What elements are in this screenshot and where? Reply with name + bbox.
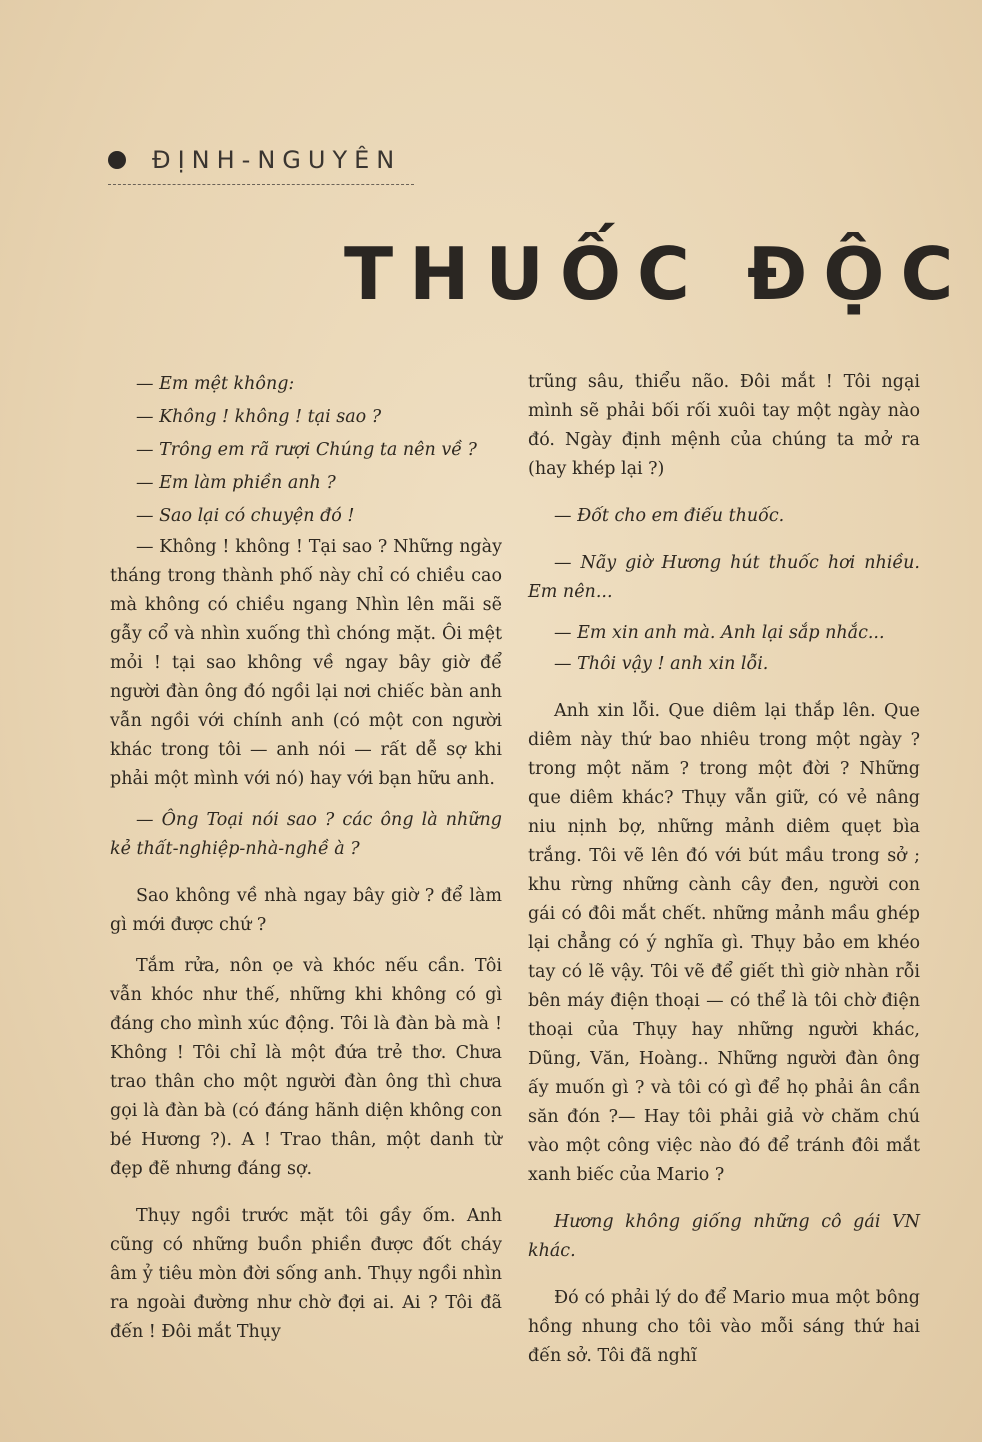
paragraph: Sao không về nhà ngay bây giờ ? để làm gì mới được chứ ? bbox=[110, 886, 502, 935]
left-column bbox=[110, 370, 502, 1347]
dialogue-line: — Thôi vậy ! anh xin lỗi. bbox=[554, 654, 769, 674]
dialogue-line: — Trông em rã rượi Chúng ta nên về ? bbox=[136, 440, 477, 460]
dialogue-line: — Sao lại có chuyện đó ! bbox=[136, 506, 355, 526]
paragraph: Hương không giống những cô gái VN khác. bbox=[528, 1212, 920, 1261]
paragraph: Anh xin lỗi. Que diêm lại thắp lên. Que diêm này thứ bao nhiêu trong một ngày ? trong một năm ? trong một đời ? Những que diêm khác? Thụy vẫn giữ, có vẻ nâng niu nịnh bợ, những mảnh diêm quẹt bìa trắng. Tôi vẽ lên đó với bút mầu trong sở ; khu rừng những cành cây đen, người con gái có đôi mắt chết. những mảnh mầu ghép lại chẳng có ý nghĩa gì. Thụy bảo em khéo tay có lẽ vậy. Tôi vẽ để giết thì giờ nhàn rỗi bên máy điện thoại — có thể là tôi chờ điện thoại của Thụy hay những người khác, Dũng, Văn, Hoàng.. Những người đàn ông ấy muốn gì ? và tôi có gì để họ phải ân cần săn đón ?— Hay tôi phải giả vờ chăm chú vào một công việc nào đó để tránh đôi mắt xanh biếc của Mario ? bbox=[528, 701, 920, 1185]
paragraph: trũng sâu, thiểu não. Đôi mắt ! Tôi ngại mình sẽ phải bối rối xuôi tay một ngày nào đó. Ngày định mệnh của chúng ta mở ra (hay khép lại ?) bbox=[528, 372, 920, 479]
dialogue-line: — Em mệt không: bbox=[136, 374, 295, 394]
bullet-icon bbox=[108, 151, 126, 169]
author-name: ĐỊNH-NGUYÊN bbox=[152, 146, 402, 174]
paragraph: Tắm rửa, nôn ọe và khóc nếu cần. Tôi vẫn khóc như thế, những khi không có gì đáng cho mình xúc động. Tôi là đàn bà mà ! Không ! Tôi chỉ là một đứa trẻ thơ. Chưa trao thân cho một người đàn ông thì chưa gọi là đàn bà (có đáng hãnh diện không con bé Hương ?). A ! Trao thân, một danh từ đẹp đẽ nhưng đáng sợ. bbox=[110, 956, 502, 1179]
dialogue-line: — Đốt cho em điếu thuốc. bbox=[554, 506, 785, 526]
dialogue-line: — Em xin anh mà. Anh lại sắp nhắc... bbox=[554, 623, 885, 643]
author-byline bbox=[108, 146, 401, 174]
article-title: THUỐC ĐỘC bbox=[344, 232, 970, 316]
paragraph: Thụy ngồi trước mặt tôi gầy ốm. Anh cũng có những buồn phiền được đốt cháy âm ỷ tiêu mòn đời sống anh. Thụy ngồi nhìn ra ngoài đường như chờ đợi ai. Ai ? Tôi đã đến ! Đôi mắt Thụy bbox=[110, 1206, 502, 1342]
right-column bbox=[528, 368, 920, 1371]
paragraph: Đó có phải lý do để Mario mua một bông hồng nhung cho tôi vào mỗi sáng thứ hai đến sở. Tôi đã nghĩ bbox=[528, 1288, 920, 1366]
dialogue-line: — Em làm phiền anh ? bbox=[136, 473, 336, 493]
paragraph: — Không ! không ! Tại sao ? Những ngày tháng trong thành phố này chỉ có chiều cao mà không có chiều ngang Nhìn lên mãi sẽ gẫy cổ và nhìn xuống thì chóng mặt. Ôi mệt mỏi ! tại sao không về ngay bây giờ để người đàn ông đó ngồi lại nơi chiếc bàn anh vẫn ngồi với chính anh (có một con người khác trong tôi — anh nói — rất dễ sợ khi phải một mình với nó) hay với bạn hữu anh. bbox=[110, 537, 502, 789]
author-underline bbox=[108, 184, 414, 185]
dialogue-line: — Không ! không ! tại sao ? bbox=[136, 407, 382, 427]
dialogue-line: — Ông Toại nói sao ? các ông là những kẻ thất-nghiệp-nhà-nghề à ? bbox=[110, 810, 502, 859]
dialogue-line: — Nãy giờ Hương hút thuốc hơi nhiều. Em nên... bbox=[528, 553, 920, 602]
